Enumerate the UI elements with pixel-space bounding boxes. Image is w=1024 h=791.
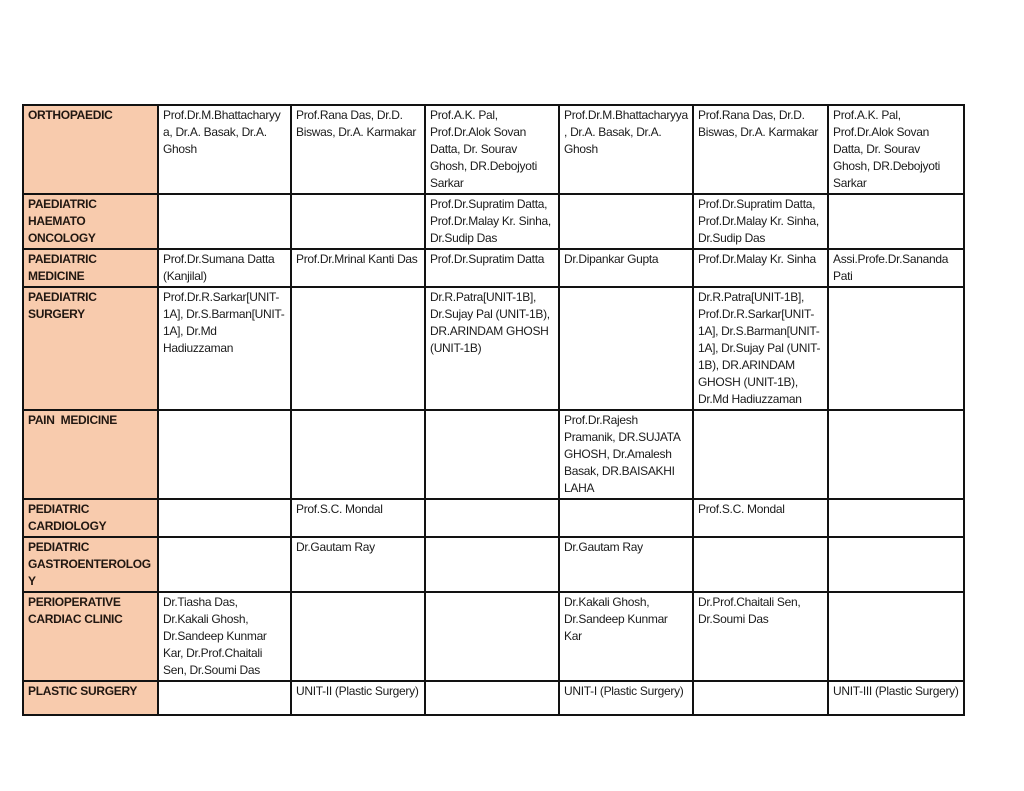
doctor-cell bbox=[425, 537, 559, 592]
doctor-cell bbox=[693, 681, 828, 715]
doctor-cell: Prof.Dr.M.Bhattacharyya, Dr.A. Basak, Dr.A. Ghosh bbox=[158, 105, 291, 194]
department-cell: PLASTIC SURGERY bbox=[23, 681, 158, 715]
department-cell: PAIN MEDICINE bbox=[23, 410, 158, 499]
table-row bbox=[23, 287, 964, 410]
doctor-cell bbox=[425, 681, 559, 715]
table-row bbox=[23, 681, 964, 715]
doctor-cell bbox=[693, 537, 828, 592]
doctor-cell: UNIT-I (Plastic Surgery) bbox=[559, 681, 693, 715]
doctor-cell: Prof.Dr.Rajesh Pramanik, DR.SUJATA GHOSH, Dr.Amalesh Basak, DR.BAISAKHI LAHA bbox=[559, 410, 693, 499]
doctor-cell bbox=[425, 410, 559, 499]
doctor-cell bbox=[291, 194, 425, 249]
department-schedule bbox=[22, 104, 963, 716]
table-row bbox=[23, 592, 964, 681]
doctor-cell bbox=[291, 592, 425, 681]
department-cell: PAEDIATRIC SURGERY bbox=[23, 287, 158, 410]
doctor-cell bbox=[828, 537, 964, 592]
doctor-cell: UNIT-II (Plastic Surgery) bbox=[291, 681, 425, 715]
doctor-cell: Prof.Dr.Supratim Datta, Prof.Dr.Malay Kr. Sinha, Dr.Sudip Das bbox=[693, 194, 828, 249]
doctor-cell: Prof.S.C. Mondal bbox=[291, 499, 425, 537]
table-row bbox=[23, 537, 964, 592]
doctor-cell: Dr.Tiasha Das, Dr.Kakali Ghosh, Dr.Sandeep Kunmar Kar, Dr.Prof.Chaitali Sen, Dr.Soumi Das bbox=[158, 592, 291, 681]
department-cell: PEDIATRIC CARDIOLOGY bbox=[23, 499, 158, 537]
table-row bbox=[23, 410, 964, 499]
department-cell: PAEDIATRIC MEDICINE bbox=[23, 249, 158, 287]
table-row bbox=[23, 105, 964, 194]
doctor-cell bbox=[158, 681, 291, 715]
doctor-cell: Dr.Gautam Ray bbox=[291, 537, 425, 592]
doctor-cell: Prof.Dr.Mrinal Kanti Das bbox=[291, 249, 425, 287]
doctor-cell: Dr.Kakali Ghosh, Dr.Sandeep Kunmar Kar bbox=[559, 592, 693, 681]
doctor-cell bbox=[828, 592, 964, 681]
table-row bbox=[23, 249, 964, 287]
doctor-cell: Dr.R.Patra[UNIT-1B], Dr.Sujay Pal (UNIT-1B), DR.ARINDAM GHOSH (UNIT-1B) bbox=[425, 287, 559, 410]
doctor-cell: Prof.Dr.R.Sarkar[UNIT-1A], Dr.S.Barman[UNIT-1A], Dr.Md Hadiuzzaman bbox=[158, 287, 291, 410]
doctor-cell: Prof.Dr.Sumana Datta (Kanjilal) bbox=[158, 249, 291, 287]
doctor-cell: Prof.Dr.M.Bhattacharyya, Dr.A. Basak, Dr.A. Ghosh bbox=[559, 105, 693, 194]
doctor-cell bbox=[559, 499, 693, 537]
department-cell: ORTHOPAEDIC bbox=[23, 105, 158, 194]
doctor-cell bbox=[291, 287, 425, 410]
doctor-cell: Prof.Dr.Malay Kr. Sinha bbox=[693, 249, 828, 287]
doctor-cell: Prof.Dr.Supratim Datta, Prof.Dr.Malay Kr. Sinha, Dr.Sudip Das bbox=[425, 194, 559, 249]
department-cell: PEDIATRIC GASTROENTEROLOGY bbox=[23, 537, 158, 592]
doctor-cell: Assi.Profe.Dr.Sananda Pati bbox=[828, 249, 964, 287]
doctor-cell: Dr.Prof.Chaitali Sen, Dr.Soumi Das bbox=[693, 592, 828, 681]
doctor-cell: Dr.Gautam Ray bbox=[559, 537, 693, 592]
doctor-cell bbox=[828, 287, 964, 410]
doctor-cell bbox=[158, 194, 291, 249]
table-row bbox=[23, 194, 964, 249]
doctor-cell bbox=[828, 499, 964, 537]
doctor-cell bbox=[158, 499, 291, 537]
schedule-table-body bbox=[23, 105, 964, 715]
department-cell: PERIOPERATIVE CARDIAC CLINIC bbox=[23, 592, 158, 681]
department-schedule-table bbox=[22, 104, 965, 716]
doctor-cell bbox=[828, 410, 964, 499]
doctor-cell bbox=[425, 592, 559, 681]
doctor-cell bbox=[158, 410, 291, 499]
doctor-cell: Dr.R.Patra[UNIT-1B], Prof.Dr.R.Sarkar[UNIT-1A], Dr.S.Barman[UNIT-1A], Dr.Sujay Pal (UNIT-1B), DR.ARINDAM GHOSH (UNIT-1B), Dr.Md Hadiuzzaman bbox=[693, 287, 828, 410]
doctor-cell: Prof.S.C. Mondal bbox=[693, 499, 828, 537]
doctor-cell bbox=[559, 194, 693, 249]
doctor-cell: Dr.Dipankar Gupta bbox=[559, 249, 693, 287]
department-cell: PAEDIATRIC HAEMATO ONCOLOGY bbox=[23, 194, 158, 249]
doctor-cell: Prof.Rana Das, Dr.D. Biswas, Dr.A. Karmakar bbox=[693, 105, 828, 194]
doctor-cell: Prof.A.K. Pal, Prof.Dr.Alok Sovan Datta, Dr. Sourav Ghosh, DR.Debojyoti Sarkar bbox=[828, 105, 964, 194]
doctor-cell bbox=[828, 194, 964, 249]
table-row bbox=[23, 499, 964, 537]
doctor-cell bbox=[559, 287, 693, 410]
doctor-cell bbox=[425, 499, 559, 537]
doctor-cell: UNIT-III (Plastic Surgery) bbox=[828, 681, 964, 715]
doctor-cell bbox=[158, 537, 291, 592]
doctor-cell: Prof.Dr.Supratim Datta bbox=[425, 249, 559, 287]
doctor-cell bbox=[291, 410, 425, 499]
doctor-cell: Prof.Rana Das, Dr.D. Biswas, Dr.A. Karmakar bbox=[291, 105, 425, 194]
doctor-cell: Prof.A.K. Pal, Prof.Dr.Alok Sovan Datta, Dr. Sourav Ghosh, DR.Debojyoti Sarkar bbox=[425, 105, 559, 194]
doctor-cell bbox=[693, 410, 828, 499]
